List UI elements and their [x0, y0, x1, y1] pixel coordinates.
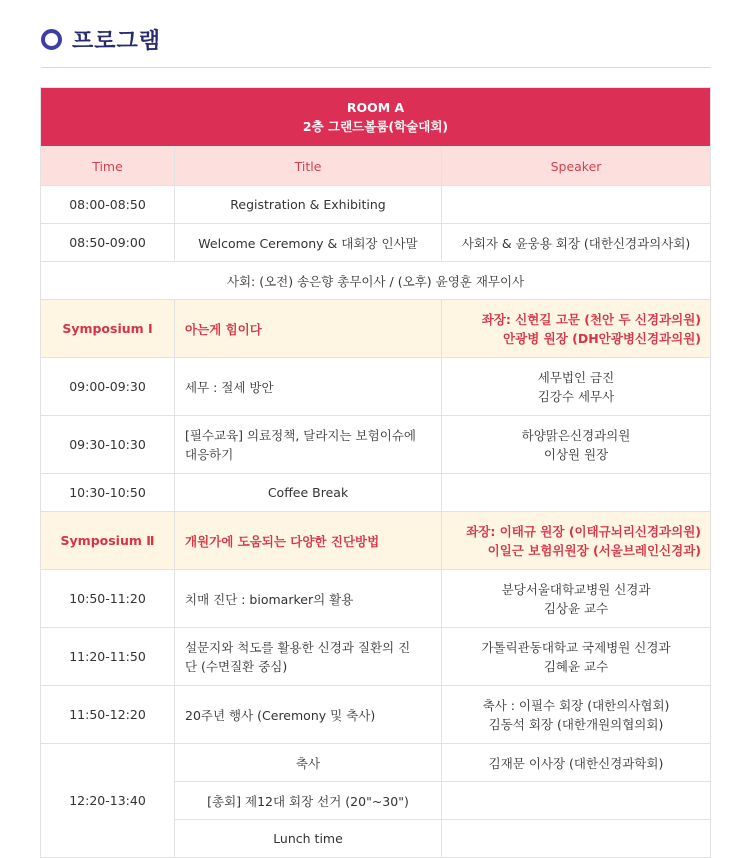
table-row	[41, 474, 711, 512]
session-title: Coffee Break	[175, 474, 442, 512]
session-title: Lunch time	[175, 820, 442, 858]
session-speaker	[442, 782, 711, 820]
column-header-title: Title	[175, 147, 442, 186]
symposium-chairs	[442, 512, 711, 570]
table-row	[41, 358, 711, 416]
chair-line: 안광병 원장 (DH안광병신경과의원)	[503, 330, 701, 346]
session-time: 08:50-09:00	[41, 224, 175, 262]
room-header	[41, 88, 711, 147]
circle-bullet-icon	[41, 29, 62, 50]
session-time: 11:20-11:50	[41, 628, 175, 686]
chair-line: 좌장: 이태규 원장 (이태규뇌리신경과의원)	[466, 523, 701, 539]
session-time: 09:00-09:30	[41, 358, 175, 416]
speaker-line: 이상원 원장	[543, 446, 609, 462]
symposium-row	[41, 300, 711, 358]
heading-divider	[41, 67, 711, 68]
chair-line: 이일근 보험위원장 (서울브레인신경과)	[487, 542, 701, 558]
symposium-label: Symposium Ⅱ	[41, 512, 175, 570]
column-header-time: Time	[41, 147, 175, 186]
session-speaker	[442, 570, 711, 628]
moderator-info: 사회: (오전) 송은향 총무이사 / (오후) 윤영훈 재무이사	[41, 262, 711, 300]
speaker-line: 김상윤 교수	[543, 600, 609, 616]
session-speaker	[442, 416, 711, 474]
table-row	[41, 224, 711, 262]
session-time: 10:30-10:50	[41, 474, 175, 512]
table-row	[41, 686, 711, 744]
program-table	[40, 87, 711, 858]
speaker-line: 분당서울대학교병원 신경과	[501, 581, 651, 597]
session-title	[175, 416, 442, 474]
title-line: 단 (수면질환 중심)	[185, 658, 288, 674]
speaker-line: 세무법인 금진	[537, 369, 615, 385]
column-header-speaker: Speaker	[442, 147, 711, 186]
session-speaker	[442, 358, 711, 416]
room-header-row	[41, 88, 711, 147]
session-speaker: 김재문 이사장 (대한신경과학회)	[442, 744, 711, 782]
session-speaker	[442, 474, 711, 512]
speaker-line: 김강수 세무사	[537, 388, 615, 404]
session-time: 11:50-12:20	[41, 686, 175, 744]
speaker-line: 축사 : 이필수 회장 (대한의사협회)	[482, 697, 670, 713]
chair-line: 좌장: 신현길 고문 (천안 두 신경과의원)	[481, 311, 701, 327]
symposium-title: 아는게 힘이다	[175, 300, 442, 358]
speaker-line: 김동석 회장 (대한개원의협의회)	[488, 716, 664, 732]
title-line: 설문지와 척도를 활용한 신경과 질환의 진	[185, 639, 411, 655]
symposium-title: 개원가에 도움되는 다양한 진단방법	[175, 512, 442, 570]
session-speaker	[442, 820, 711, 858]
room-name: ROOM A	[346, 100, 405, 115]
page-heading	[41, 22, 161, 56]
title-line: [필수교육] 의료정책, 달라지는 보험이슈에	[185, 427, 416, 443]
speaker-line: 가톨릭관동대학교 국제병원 신경과	[481, 639, 671, 655]
symposium-label: Symposium Ⅰ	[41, 300, 175, 358]
table-row	[41, 628, 711, 686]
moderator-row	[41, 262, 711, 300]
symposium-chairs	[442, 300, 711, 358]
session-time: 12:20-13:40	[41, 744, 175, 858]
speaker-line: 김혜윤 교수	[543, 658, 609, 674]
session-title: 20주년 행사 (Ceremony 및 축사)	[175, 686, 442, 744]
session-title: Welcome Ceremony & 대회장 인사말	[175, 224, 442, 262]
session-speaker	[442, 186, 711, 224]
table-row	[41, 416, 711, 474]
symposium-row	[41, 512, 711, 570]
page-title: 프로그램	[72, 28, 162, 54]
room-location: 2층 그랜드볼룸(학술대회)	[302, 119, 449, 134]
session-time: 10:50-11:20	[41, 570, 175, 628]
session-title: 세무 : 절세 방안	[175, 358, 442, 416]
title-line: 대응하기	[185, 446, 234, 462]
table-row	[41, 744, 711, 782]
session-title: Registration & Exhibiting	[175, 186, 442, 224]
table-row	[41, 186, 711, 224]
session-time: 08:00-08:50	[41, 186, 175, 224]
column-header-row	[41, 147, 711, 186]
session-speaker	[442, 628, 711, 686]
session-title: [총회] 제12대 회장 선거 (20"~30")	[175, 782, 442, 820]
session-title: 치매 진단 : biomarker의 활용	[175, 570, 442, 628]
table-row	[41, 570, 711, 628]
session-title	[175, 628, 442, 686]
session-speaker: 사회자 & 윤웅용 회장 (대한신경과의사회)	[442, 224, 711, 262]
session-time: 09:30-10:30	[41, 416, 175, 474]
session-speaker	[442, 686, 711, 744]
session-title: 축사	[175, 744, 442, 782]
speaker-line: 하양맑은신경과의원	[521, 427, 631, 443]
